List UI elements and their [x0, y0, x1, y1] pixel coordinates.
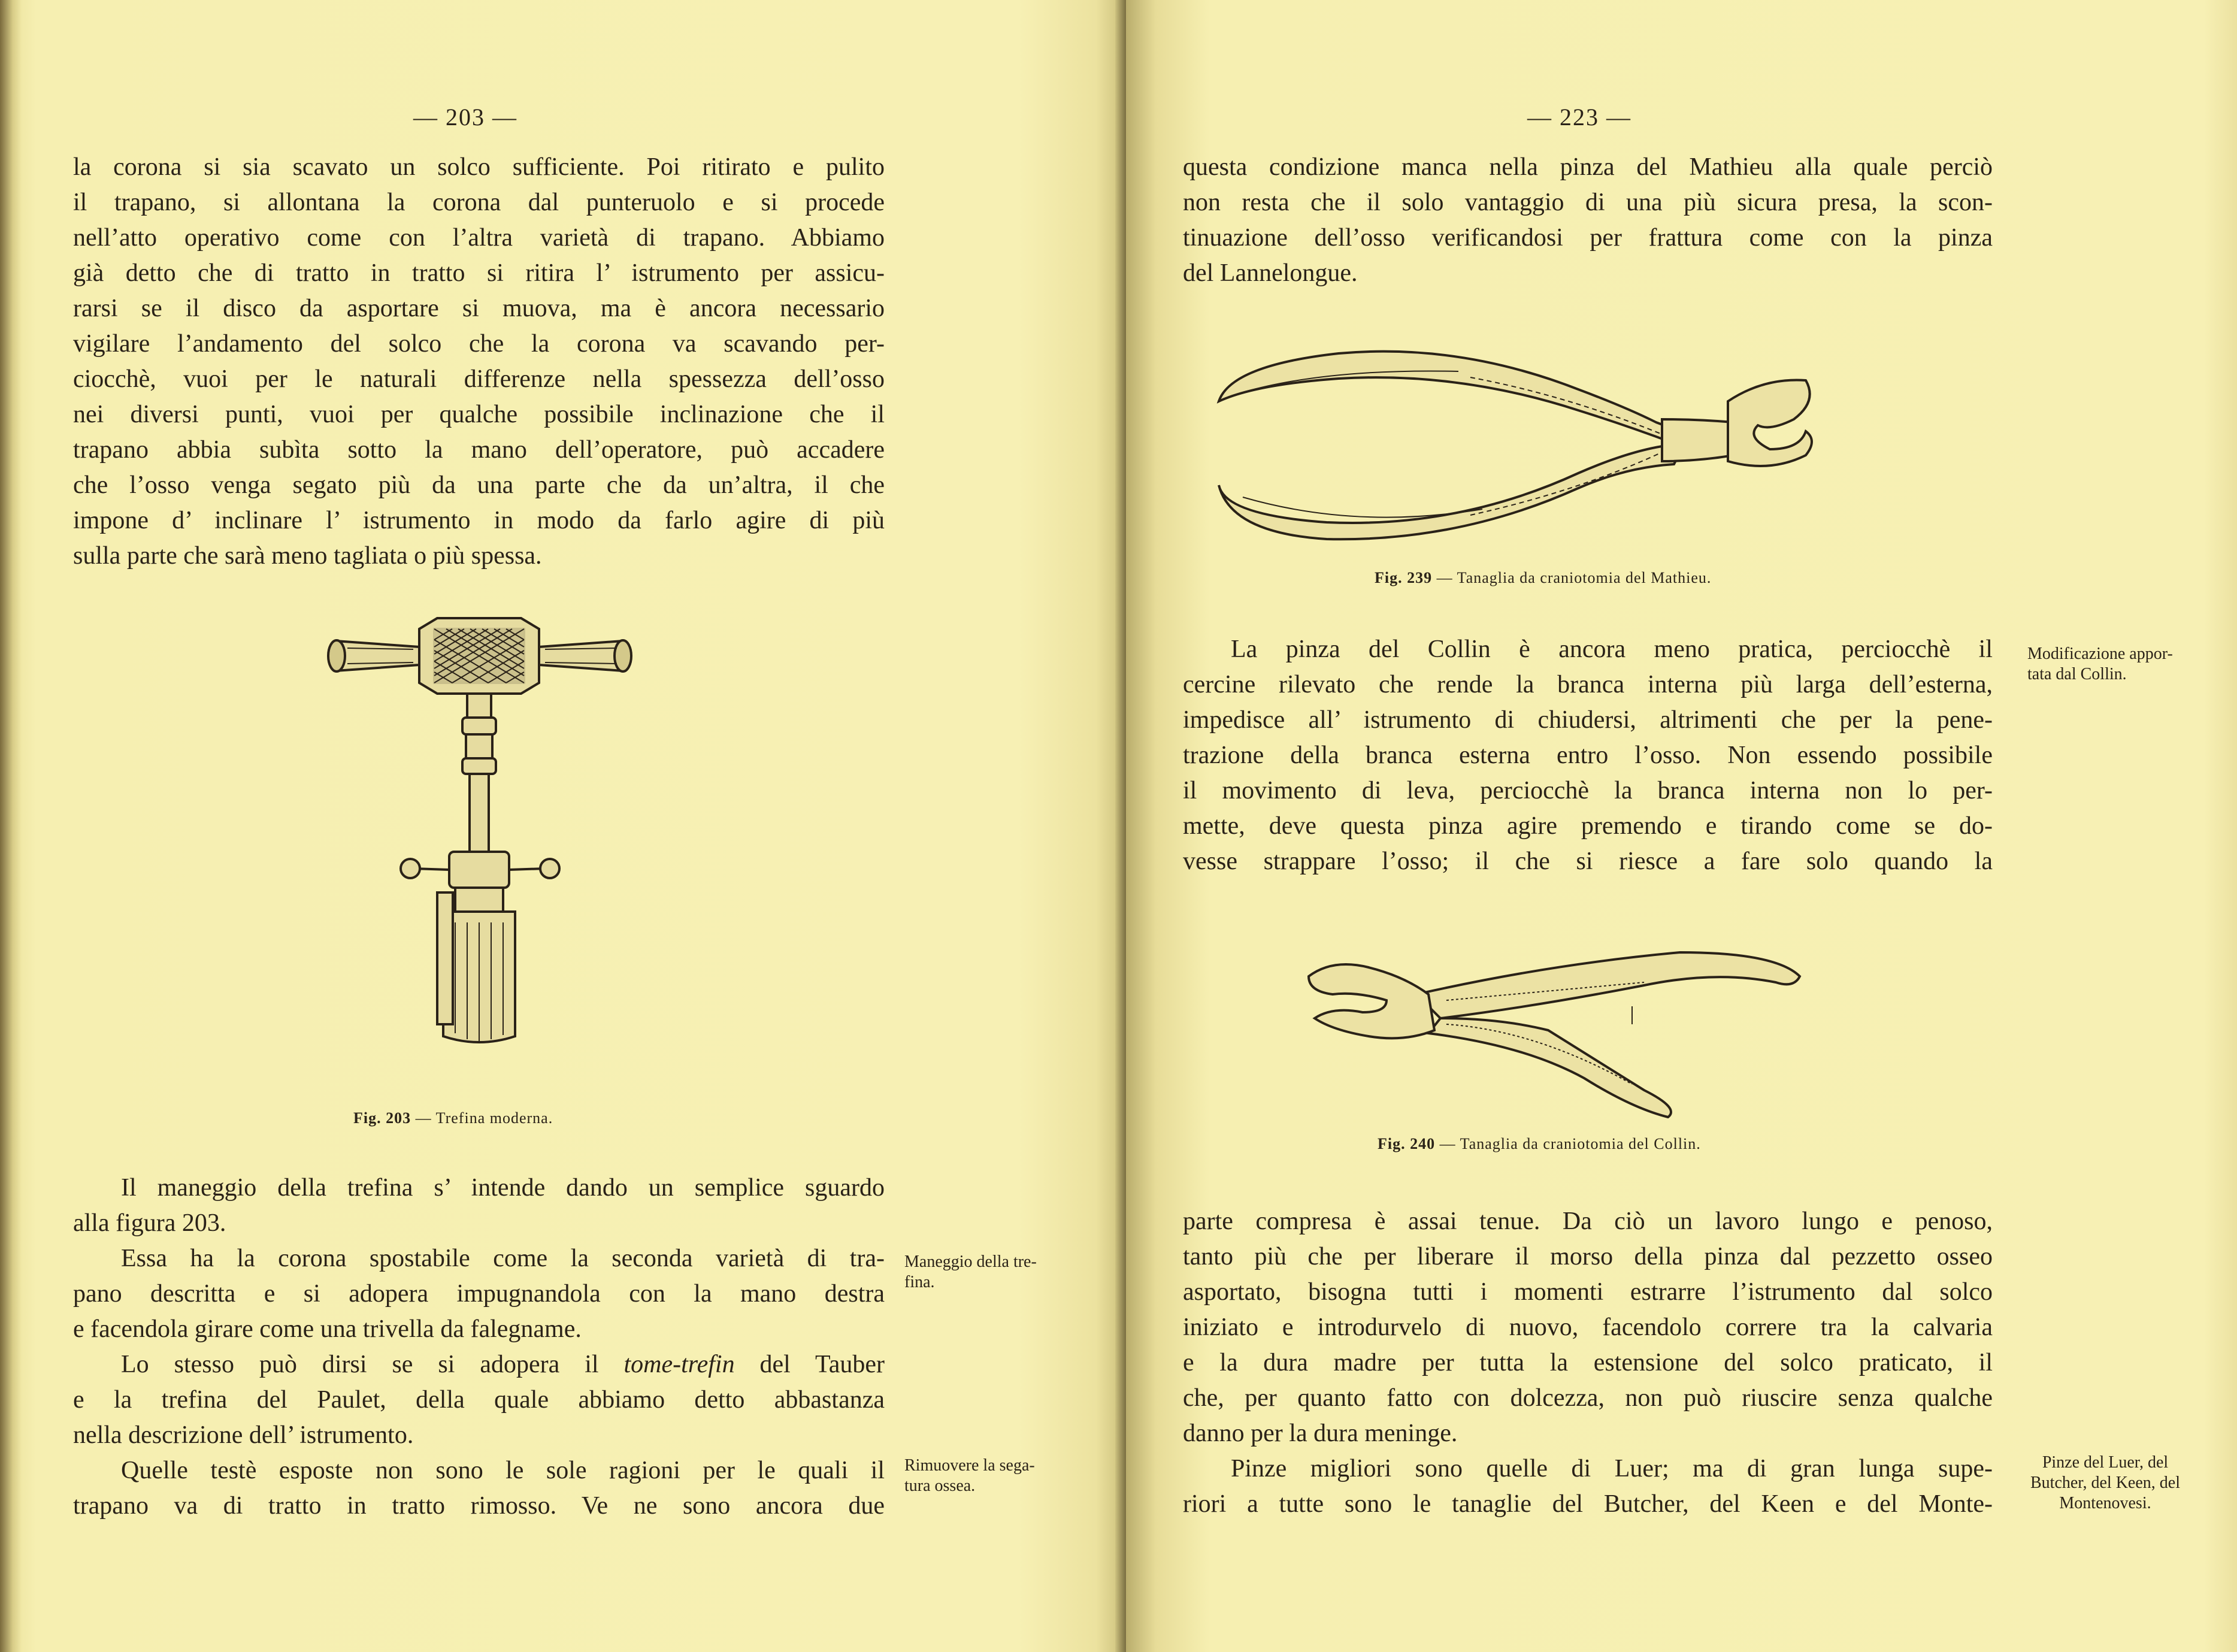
margin-note-line: Modificazione appor-	[2027, 645, 2173, 663]
text-line: impone d’ inclinare l’ istrumento in modo da farlo agire di più	[73, 507, 885, 534]
figure-label: Fig.	[1375, 569, 1403, 586]
text-line: nella descrizione dell’ istrumento.	[73, 1421, 414, 1449]
margin-note-line: tata dal Collin.	[2027, 665, 2127, 683]
text-line: tanto più che per liberare il morso della pinza dal pezzetto osseo	[1183, 1243, 1993, 1270]
figure-caption	[1375, 569, 1711, 587]
figure-caption	[353, 1109, 553, 1127]
text-line: trazione della branca esterna entro l’osso. Non essendo possibile	[1183, 742, 1993, 769]
margin-note	[904, 1252, 1102, 1293]
margin-note-line: fina.	[904, 1273, 935, 1291]
right-page	[1126, 0, 2237, 1652]
text-line: del Lannelongue.	[1183, 259, 1358, 287]
text-line: vigilare l’andamento del solco che la corona va scavando per-	[73, 330, 885, 358]
figure-caption	[1378, 1135, 1701, 1153]
text-line: Quelle testè esposte non sono le sole ragioni per le quali il	[121, 1457, 885, 1484]
text-line: asportato, bisogna tutti i momenti estrarre l’istrumento dal solco	[1183, 1278, 1993, 1306]
text-line: sulla parte che sarà meno tagliata o più spessa.	[73, 542, 542, 570]
page-number: — 203 —	[413, 104, 517, 131]
margin-note-line: Maneggio della tre-	[904, 1252, 1037, 1271]
figure-number: 203	[386, 1109, 411, 1127]
text-line: e la dura madre per tutta la estensione del solco praticato, il	[1183, 1349, 1993, 1376]
paragraph	[1183, 632, 1993, 879]
text-line: rarsi se il disco da asportare si muova, ma è ancora necessario	[73, 295, 885, 322]
text-line: e facendola girare come una trivella da falegname.	[73, 1315, 582, 1343]
paragraph	[1183, 150, 1993, 291]
text-line: alla figura 203.	[73, 1209, 226, 1237]
text-line: Il maneggio della trefina s’ intende dando un semplice sguardo	[121, 1174, 885, 1202]
text-line: parte compresa è assai tenue. Da ciò un lavoro lungo e penoso,	[1183, 1208, 1993, 1235]
figure-text: — Trefina moderna.	[415, 1109, 553, 1127]
trephine-illustration	[323, 605, 635, 1084]
text-line: Pinze migliori sono quelle di Luer; ma di gran lunga supe-	[1231, 1455, 1993, 1482]
text-line: vesse strappare l’osso; il che si riesce a fare solo quando la	[1183, 848, 1993, 875]
figure-text: — Tanaglia da craniotomia del Collin.	[1439, 1135, 1701, 1152]
text-line: la corona si sia scavato un solco sufficiente. Poi ritirato e pulito	[73, 153, 885, 181]
text-line: Essa ha la corona spostabile come la seconda varietà di tra-	[121, 1245, 885, 1272]
text-line: tinuazione dell’osso verificandosi per frattura come con la pinza	[1183, 224, 1993, 252]
margin-note	[2027, 644, 2231, 685]
text-line: La pinza del Collin è ancora meno pratica, perciocchè il	[1231, 636, 1993, 663]
figure-label: Fig.	[353, 1109, 382, 1127]
text-line: questa condizione manca nella pinza del Mathieu alla quale perciò	[1183, 153, 1993, 181]
text-fragment: Lo stesso può dirsi se si adopera il	[121, 1351, 599, 1378]
text-line: trapano va di tratto in tratto rimosso. Ve ne sono ancora due	[73, 1492, 885, 1520]
mathieu-forceps-illustration	[1207, 335, 1896, 551]
text-line: ciocchè, vuoi per le naturali differenze nella spessezza dell’osso	[73, 365, 885, 393]
margin-note-line: Pinze del Luer, del	[2042, 1453, 2169, 1472]
figure-number: 239	[1407, 569, 1433, 586]
text-line: impedisce all’ istrumento di chiudersi, altrimenti che per la pene-	[1183, 706, 1993, 734]
paragraph	[73, 150, 885, 574]
page-edge	[0, 0, 22, 1652]
text-line	[73, 1347, 885, 1382]
text-line: che l’osso venga segato più da una parte che da un’altra, il che	[73, 471, 885, 499]
margin-note-line: Rimuovere la sega-	[904, 1456, 1035, 1475]
text-line: il movimento di leva, perciocchè la branca interna non lo per-	[1183, 777, 1993, 804]
text-line: trapano abbia subìta sotto la mano dell’operatore, può accadere	[73, 436, 885, 464]
figure-number: 240	[1410, 1135, 1436, 1152]
margin-note-line: Montenovesi.	[2059, 1494, 2151, 1512]
text-line: iniziato e introdurvelo di nuovo, facendolo correre tra la calvaria	[1183, 1314, 1993, 1341]
paragraph	[1183, 1204, 1993, 1522]
text-line: e la trefina del Paulet, della quale abbiamo detto abbastanza	[73, 1386, 885, 1414]
figure-text: — Tanaglia da craniotomia del Mathieu.	[1436, 569, 1712, 586]
margin-note-line: Butcher, del Keen, del	[2030, 1474, 2180, 1492]
text-line: già detto che di tratto in tratto si ritira l’ istrumento per assicu-	[73, 259, 885, 287]
text-line: che, per quanto fatto con dolcezza, non può riuscire senza qualche	[1183, 1384, 1993, 1412]
text-line: pano descritta e si adopera impugnandola con la mano destra	[73, 1280, 885, 1308]
paragraph	[73, 1170, 885, 1524]
text-line: cercine rilevato che rende la branca interna più larga dell’esterna,	[1183, 671, 1993, 698]
margin-note	[1985, 1453, 2225, 1514]
margin-note-line: tura ossea.	[904, 1476, 976, 1495]
page-number: — 223 —	[1527, 104, 1631, 131]
text-line: nei diversi punti, vuoi per qualche possibile inclinazione che il	[73, 401, 885, 428]
text-line: non resta che il solo vantaggio di una più sicura presa, la scon-	[1183, 189, 1993, 216]
text-line: il trapano, si allontana la corona dal punteruolo e si procede	[73, 189, 885, 216]
text-line: riori a tutte sono le tanaglie del Butcher, del Keen e del Monte-	[1183, 1490, 1993, 1518]
collin-forceps-illustration	[1297, 928, 1812, 1126]
text-line: nell’atto operativo come con l’altra varietà di trapano. Abbiamo	[73, 224, 885, 252]
italic-term: tome-trefin	[623, 1351, 735, 1378]
text-fragment: del Tauber	[759, 1351, 885, 1378]
margin-note	[904, 1456, 1102, 1496]
text-line: mette, deve questa pinza agire premendo e tirando come se do-	[1183, 812, 1993, 840]
figure-label: Fig.	[1378, 1135, 1406, 1152]
text-line: danno per la dura meninge.	[1183, 1420, 1458, 1447]
